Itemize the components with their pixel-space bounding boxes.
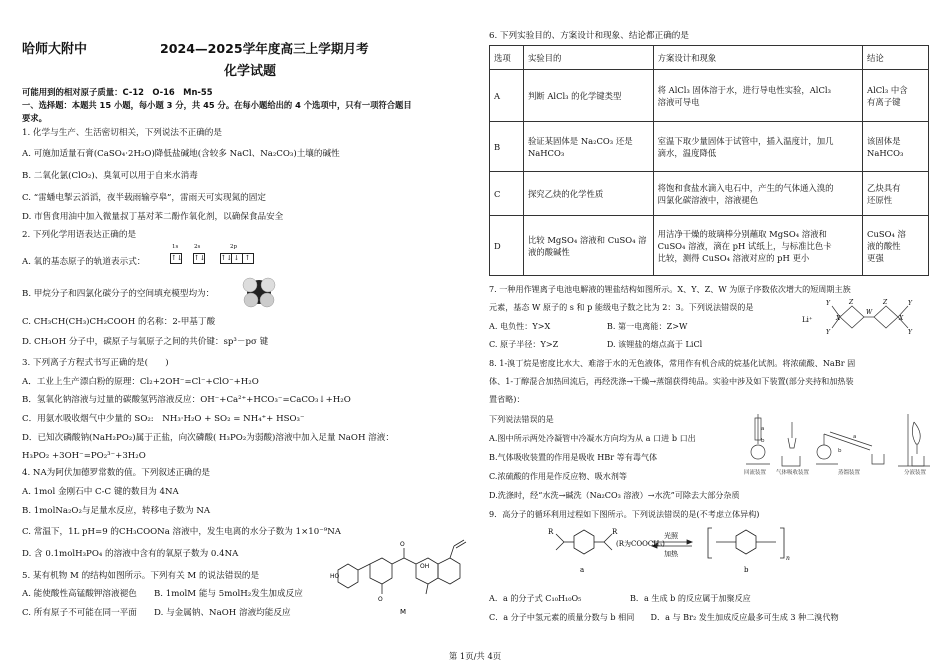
q3-option-d-cont: H₃PO₂ +3OH⁻=PO₂³⁻+3H₂O [22, 451, 146, 461]
atom-z: Z [849, 299, 854, 306]
goal-cell: 判断 AlCl₃ 的化学键类型 [523, 70, 653, 122]
q7-stem-2: 元素，基态 W 原子的 s 和 p 能级电子数之比为 2：3。下列说法错误的是 [489, 302, 754, 312]
table-row [490, 172, 929, 216]
option-cell: C [490, 172, 524, 216]
table-header: 选项 [490, 46, 524, 70]
space-filling-model-image [240, 275, 278, 309]
lithium-salt-structure [800, 292, 938, 342]
q1-stem: 1. 化学与生产、生活密切相关，下列说法不正确的是 [22, 128, 222, 138]
option-cell: B [490, 122, 524, 172]
q5-options-cd: C. 所有原子不可能在同一平面 D. 与金属钠、NaOH 溶液均能反应 [22, 608, 291, 618]
caption-reflux: 回流装置 [744, 470, 767, 476]
q8-prompt: 下列说法错误的是 [489, 414, 554, 424]
q6-stem: 6. 下列实验目的、方案设计和现象、结论都正确的是 [489, 31, 689, 41]
subject-title: 化学试题 [224, 64, 277, 79]
q3-option-c: C．用氨水吸收烟气中少量的 SO₂: NH₃·H₂O + SO₂ = NH₄⁺+ HSO₃⁻ [22, 414, 305, 424]
q8-option-d: D.洗涤时，经“水洗→碱洗（Na₂CO₃ 溶液）→水洗”可除去大部分杂质 [489, 490, 740, 500]
caption-gas-absorption: 气体吸收装置 [776, 470, 810, 476]
q8-option-a: A.图中所示两处冷凝管中冷凝水方向均为从 a 口进 b 口出 [489, 433, 696, 443]
condition-heat: 加热 [664, 550, 678, 558]
q3-option-b: B．氢氧化钠溶液与过量的碳酸氢钙溶液反应：OH⁻+Ca²⁺+HCO₃⁻=CaCO₃↓+H₂O [22, 395, 351, 405]
table-header: 结论 [863, 46, 929, 70]
q7-options-ab: A. 电负性：Y>X B. 第一电离能：Z>W [489, 321, 688, 331]
q1-option-c: C. “雷蟠电掣云滔滔，夜半载雨输亭皋”，雷雨天可实现氮的固定 [22, 193, 266, 203]
atom-y: Y [908, 329, 912, 336]
plan-cell: 将饱和食盐水滴入电石中，产生的气体通入溴的 四氯化碳溶液中，溶液褪色 [653, 172, 862, 216]
atom-y: Y [908, 300, 912, 307]
q1-option-d: D. 市售食用油中加入微量叔丁基对苯二酚作氧化剂，以确保食品安全 [22, 212, 284, 222]
oh-group: OH [420, 563, 430, 570]
q4-option-d: D. 含 0.1molH₃PO₄ 的溶液中含有的氧原子数为 0.4NA [22, 549, 239, 559]
q9-options-cd: C．a 分子中氢元素的质量分数与 b 相同 D．a 与 Br₂ 发生加成反应最多可生成 3 种二溴代物 [489, 612, 839, 622]
table-header: 方案设计和现象 [653, 46, 862, 70]
section1-instruction-2: 要求。 [22, 113, 47, 123]
q6-table [489, 45, 929, 276]
q1-option-b: B. 二氧化氯(ClO₂)、臭氧可以用于自来水消毒 [22, 171, 198, 181]
q3-option-a: A．工业上生产漂白粉的原理：Cl₂+2OH⁻=Cl⁻+ClO⁻+H₂O [22, 377, 259, 387]
caption-separation: 分液装置 [904, 470, 927, 476]
q5-stem: 5. 某有机物 M 的结构如图所示。下列有关 M 的说法错误的是 [22, 571, 260, 581]
atom-y: Y [826, 300, 830, 307]
orbital-box: ↑↓ [193, 254, 206, 262]
atom-x: X [836, 315, 841, 322]
conclusion-cell: 乙炔具有 还原性 [863, 172, 929, 216]
q2-option-d: D. CH₃OH 分子中，碳原子与氧原子之间的共价键：sp³－pσ 键 [22, 337, 269, 347]
table-row [490, 216, 929, 276]
port-a: a [761, 426, 765, 432]
q7-options-cd: C. 原子半径：Y>Z D. 该锂盐的熔点高于 LiCl [489, 339, 703, 349]
molecule-m-structure [330, 528, 480, 618]
orbital-box: ↑ [242, 253, 254, 264]
table-row [490, 70, 929, 122]
condition-light: 光照 [664, 532, 678, 540]
goal-cell: 探究乙炔的化学性质 [523, 172, 653, 216]
r-definition: (R为COOCH₃) [616, 540, 665, 548]
structure-label-m: M [400, 608, 407, 616]
option-cell: D [490, 216, 524, 276]
q2-option-b: B. 甲烷分子和四氯化碳分子的空间填充模型均为： [22, 289, 215, 299]
q4-stem: 4. NA为阿伏加德罗常数的值。下列叙述正确的是 [22, 468, 210, 478]
port-b: b [838, 448, 842, 454]
section1-instruction-1: 一、选择题：本题共 15 小题，每小题 3 分，共 45 分。在每小题给出的 4 个选项中，只有一项符合题目 [22, 100, 412, 110]
q8-option-c: C.浓硫酸的作用是作反应物、吸水剂等 [489, 471, 627, 481]
oh-group: HO [330, 573, 340, 580]
oxygen-atom: O [378, 596, 383, 603]
table-header: 实验目的 [523, 46, 653, 70]
q8-stem-2: 体、1-丁醇混合加热回流后，再经洗涤→干燥→蒸馏获得纯品。实验中涉及如下装置(部分夹持和加热装 [489, 376, 854, 386]
label-b: b [744, 566, 749, 574]
port-a: a [853, 434, 857, 440]
q9-options-ab: A．a 的分子式 C₁₀H₁₀O₅ B．a 生成 b 的反应属于加聚反应 [489, 593, 751, 603]
page-footer: 第 1页/共 4页 [448, 651, 502, 661]
q5-options-ab: A. 能使酸性高锰酸钾溶液褪色 B. 1molM 能与 5molH₂发生加成反应 [22, 589, 303, 599]
goal-cell: 比较 MgSO₄ 溶液和 CuSO₄ 溶液的酸碱性 [523, 216, 653, 276]
atom-z: Z [883, 299, 888, 306]
option-cell: A [490, 70, 524, 122]
lithium-ion-label: Li⁺ [802, 316, 813, 324]
exam-title: 2024—2025学年度高三上学期月考 [160, 41, 369, 56]
lab-apparatus-figure [738, 408, 936, 478]
r-group: R [612, 528, 618, 536]
plan-cell: 将 AlCl₃ 固体溶于水，进行导电性实验，AlCl₃ 溶液可导电 [653, 70, 862, 122]
conclusion-cell: AlCl₃ 中含 有离子键 [863, 70, 929, 122]
atom-w: W [866, 309, 873, 316]
orbital-label-2s: 2s [194, 244, 201, 250]
caption-distillation: 蒸馏装置 [838, 470, 861, 476]
atom-x: X [899, 315, 904, 322]
q7-stem-1: 7. 一种用作锂离子电池电解液的锂盐结构如图所示。X、Y、Z、W 为原子序数依次增大的短周期主族 [489, 284, 851, 294]
table-row [490, 122, 929, 172]
atomic-masses: 可能用到的相对原子质量：C-12 O-16 Mn-55 [22, 87, 213, 97]
orbital-label-2p: 2p [230, 244, 238, 250]
conclusion-cell: CuSO₄ 溶 液的酸性 更强 [863, 216, 929, 276]
q4-option-a: A. 1mol 金刚石中 C-C 键的数目为 4NA [22, 487, 179, 497]
plan-cell: 用洁净干燥的玻璃棒分别蘸取 MgSO₄ 溶液和 CuSO₄ 溶液，滴在 pH 试纸上，与标准比色卡 比较，测得 CuSO₄ 溶液对应的 pH 更小 [653, 216, 862, 276]
polymer-cycle-scheme [540, 522, 870, 588]
q4-option-b: B. 1molNa₂O₂与足量水反应，转移电子数为 NA [22, 506, 211, 516]
orbital-box: ↑↓ [171, 254, 183, 262]
q2-option-c: C. CH₃CH(CH₃)CH₂COOH 的名称：2-甲基丁酸 [22, 317, 216, 327]
table-header-row [490, 46, 929, 70]
q8-stem-1: 8. 1-溴丁烷是密度比水大、难溶于水的无色液体，常用作有机合成的烷基化试剂。将浓硫酸、NaBr 固 [489, 358, 856, 368]
orbital-box: ↓ [231, 253, 243, 264]
q2-stem: 2. 下列化学用语表达正确的是 [22, 230, 137, 240]
atom-y: Y [826, 329, 830, 336]
oxygen-atom: O [400, 541, 405, 548]
q8-stem-3: 置省略)： [489, 394, 525, 404]
q4-option-c: C. 常温下，1L pH=9 的CH₃COONa 溶液中，发生电离的水分子数为 1×10⁻⁹NA [22, 527, 341, 537]
q9-stem: 9．高分子的循环利用过程如下图所示。下列说法错误的是(不考虑立体异构) [489, 509, 760, 519]
conclusion-cell: 该固体是 NaHCO₃ [863, 122, 929, 172]
r-group: R [548, 528, 554, 536]
q2-option-a: A. 氧的基态原子的轨道表示式： [22, 257, 146, 267]
label-a: a [580, 566, 585, 574]
q8-option-b: B.气体吸收装置的作用是吸收 HBr 等有毒气体 [489, 452, 658, 462]
q3-option-d: D．已知次磷酸钠(NaH₂PO₂)属于正盐，向次磷酸( H₃PO₂为弱酸)溶液中加入足量 NaOH 溶液： [22, 433, 394, 443]
header-school: 哈师大附中 [22, 42, 88, 57]
orbital-box: ↑↓ [220, 254, 233, 262]
plan-cell: 室温下取少量固体于试管中，插入温度计，加几 滴水，温度降低 [653, 122, 862, 172]
q3-stem: 3. 下列离子方程式书写正确的是( ) [22, 358, 169, 368]
repeat-n: n [786, 555, 790, 562]
port-b: b [761, 438, 765, 444]
q1-option-a: A. 可施加适量石膏(CaSO₄·2H₂O)降低盐碱地(含较多 NaCl、Na₂CO₃)土壤的碱性 [22, 149, 340, 159]
orbital-label-1s: 1s [172, 244, 179, 250]
goal-cell: 验证某固体是 Na₂CO₃ 还是 NaHCO₃ [523, 122, 653, 172]
